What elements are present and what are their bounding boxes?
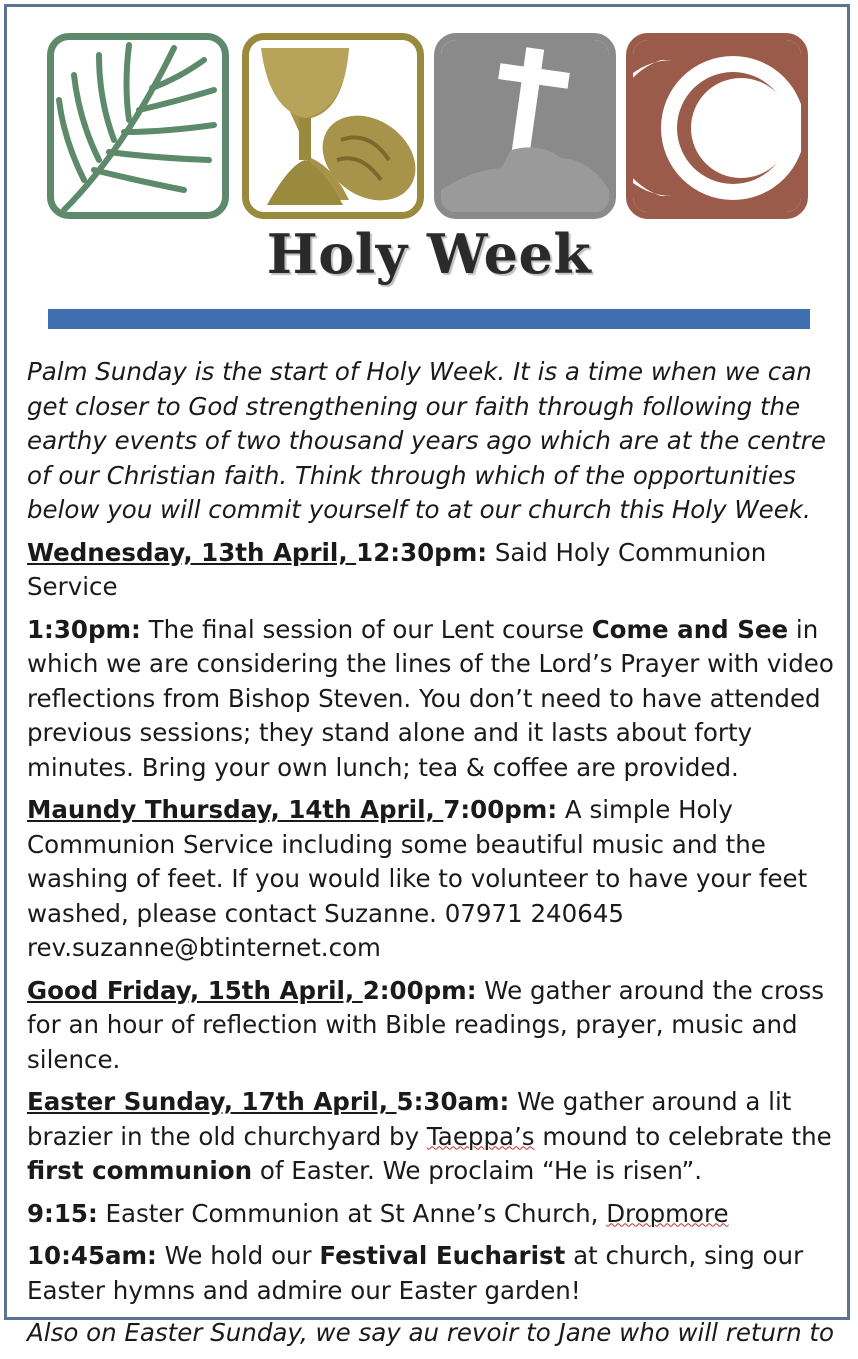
course-name: Come and See bbox=[591, 614, 789, 644]
event-text: The final session of our Lent course bbox=[140, 614, 592, 644]
event-time: 5:30am: bbox=[396, 1087, 510, 1116]
event-time: 9:15: bbox=[27, 1198, 98, 1228]
lent-course bbox=[27, 613, 839, 786]
event-text: We hold our bbox=[156, 1241, 320, 1270]
event-time: 1:30pm: bbox=[27, 614, 141, 644]
closing-note: Also on Easter Sunday, we say au revoir to Jane who will return to bbox=[27, 1318, 835, 1347]
chalice-and-bread-icon bbox=[242, 33, 424, 219]
event-time: 12:30pm: bbox=[356, 537, 488, 567]
first-communion: first communion bbox=[27, 1156, 253, 1185]
event-time: 7:00pm: bbox=[443, 795, 558, 824]
event-time: 10:45am: bbox=[27, 1241, 157, 1270]
cross-on-hill-icon bbox=[434, 33, 616, 219]
event-date: Wednesday, 13th April, bbox=[27, 537, 357, 567]
contact-email: rev.suzanne@btinternet.com bbox=[27, 933, 381, 962]
event-date: Easter Sunday, 17th April, bbox=[27, 1087, 397, 1116]
event-text: We gather around the cross for an hour of reflection with Bible readings, prayer, music and silence. bbox=[27, 975, 825, 1074]
good-friday bbox=[27, 974, 839, 1078]
event-date: Maundy Thursday, 14th April, bbox=[27, 795, 444, 824]
event-date: Good Friday, 15th April, bbox=[27, 975, 363, 1005]
palm-icon bbox=[47, 33, 229, 219]
event-text: mound to celebrate the bbox=[534, 1121, 832, 1151]
title-underline-bar bbox=[48, 309, 810, 329]
festival-eucharist-label: Festival Eucharist bbox=[319, 1241, 566, 1270]
easter-communion-dropmore bbox=[27, 1197, 839, 1232]
wednesday-service bbox=[27, 536, 839, 605]
holy-week-icons bbox=[47, 33, 813, 223]
event-text: of Easter. We proclaim “He is risen”. bbox=[252, 1156, 703, 1185]
event-text: Said Holy Communion Service bbox=[27, 537, 767, 601]
newsletter-body bbox=[27, 355, 839, 1359]
intro-paragraph: Palm Sunday is the start of Holy Week. It is a time when we can get closer to God strengthening our faith through following the earthy events of two thousand years ago which are at the centre of our Christian faith. Think through which of the opportunities below you will commit yourself to at our church this Holy Week. bbox=[27, 357, 826, 524]
event-text: at church, sing our Easter hymns and admire our Easter garden! bbox=[27, 1241, 804, 1305]
maundy-thursday bbox=[27, 793, 839, 966]
event-text: in which we are considering the lines of the Lord’s Prayer with video reflections from Bishop Steven. You don’t need to have attended previous sessions; they stand alone and it lasts about forty minutes. Bring your own lunch; tea & coffee are provided. bbox=[27, 614, 834, 782]
page-title: Holy Week bbox=[266, 222, 592, 286]
event-text: Easter Communion at St Anne’s Church, bbox=[97, 1198, 607, 1228]
empty-tomb-icon bbox=[626, 33, 808, 219]
place-name: Taeppa’s bbox=[426, 1121, 535, 1151]
event-text: We gather around a lit brazier in the old churchyard by bbox=[27, 1087, 792, 1151]
easter-sunday-dawn bbox=[27, 1085, 839, 1189]
place-name: Dropmore bbox=[606, 1198, 729, 1228]
event-text: A simple Holy Communion Service including some beautiful music and the washing of feet. If you would like to volunteer to have your feet washed, please contact Suzanne. 07971 240645 bbox=[27, 795, 808, 928]
event-time: 2:00pm: bbox=[362, 975, 477, 1005]
festival-eucharist bbox=[27, 1239, 839, 1308]
